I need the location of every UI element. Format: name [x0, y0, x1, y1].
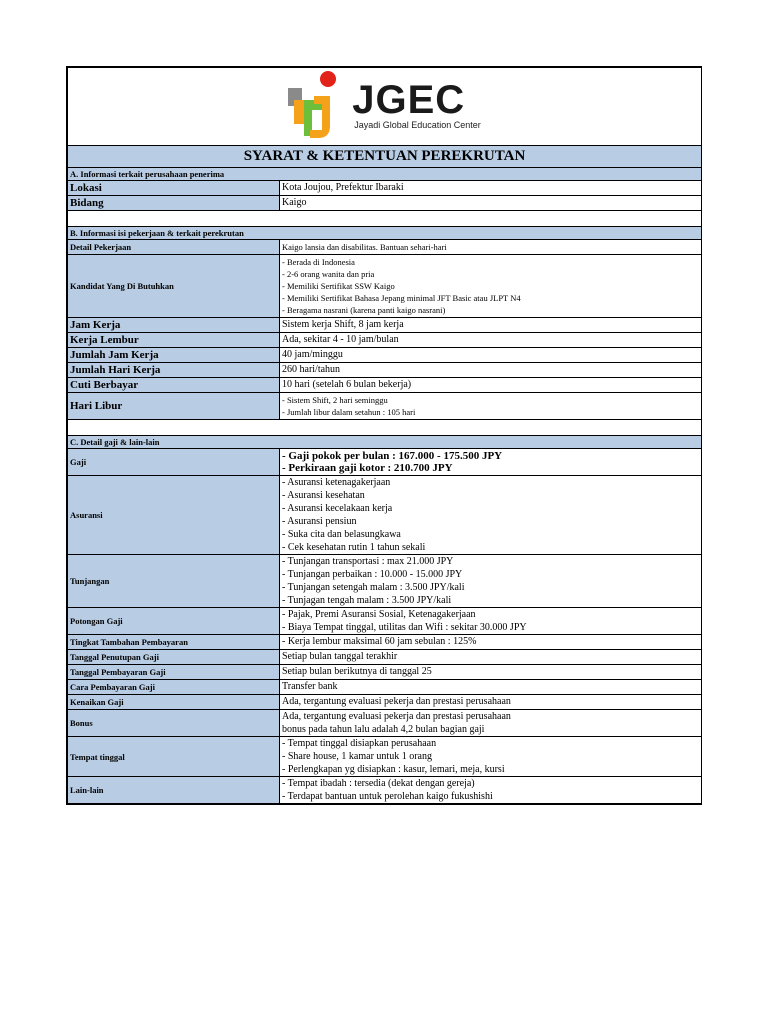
table-row: [68, 333, 702, 348]
row-label: Detail Pekerjaan: [68, 240, 280, 255]
table-row: [68, 650, 702, 665]
section-a-header-row: [68, 168, 702, 181]
row-label: Tempat tinggal: [68, 737, 280, 777]
row-value: 40 jam/minggu: [280, 348, 702, 363]
row-label: Cara Pembayaran Gaji: [68, 680, 280, 695]
row-label: Lokasi: [68, 181, 280, 196]
table-row: [68, 680, 702, 695]
list-item: - Tunjangan setengah malam : 3.500 JPY/kali: [282, 582, 465, 593]
row-value: [280, 710, 702, 737]
spacer-row: [68, 211, 702, 227]
section-c-header: C. Detail gaji & lain-lain: [68, 436, 702, 449]
row-value: [280, 476, 702, 555]
row-label: Gaji: [68, 449, 280, 476]
row-value: Ada, sekitar 4 - 10 jam/bulan: [280, 333, 702, 348]
row-value: Kaigo lansia dan disabilitas. Bantuan sehari-hari: [280, 240, 702, 255]
row-value: [280, 449, 702, 476]
row-value: - Kerja lembur maksimal 60 jam sebulan : 125%: [280, 635, 702, 650]
table-row: [68, 181, 702, 196]
row-label: Tunjangan: [68, 555, 280, 608]
spacer-row: [68, 420, 702, 436]
list-item: - Berada di Indonesia: [282, 257, 355, 267]
row-label: Jumlah Hari Kerja: [68, 363, 280, 378]
list-item: - Share house, 1 kamar untuk 1 orang: [282, 751, 432, 762]
logo-subtitle: Jayadi Global Education Center: [354, 120, 481, 130]
list-item: - Tunjangan transportasi : max 21.000 JPY: [282, 556, 454, 567]
row-label: Kandidat Yang Di Butuhkan: [68, 255, 280, 318]
table-row: [68, 476, 702, 555]
list-item: - Perkiraan gaji kotor : 210.700 JPY: [282, 462, 453, 474]
row-label: Bonus: [68, 710, 280, 737]
row-value: 10 hari (setelah 6 bulan bekerja): [280, 378, 702, 393]
row-label: Lain-lain: [68, 777, 280, 804]
section-c-header-row: [68, 436, 702, 449]
row-label: Kerja Lembur: [68, 333, 280, 348]
list-item: - Asuransi ketenagakerjaan: [282, 477, 391, 488]
row-value: 260 hari/tahun: [280, 363, 702, 378]
table-row: [68, 449, 702, 476]
table-row: [68, 608, 702, 635]
list-item: - Cek kesehatan rutin 1 tahun sekali: [282, 542, 426, 553]
row-label: Tingkat Tambahan Pembayaran: [68, 635, 280, 650]
terms-table: [67, 67, 702, 804]
list-item: - Terdapat bantuan untuk perolehan kaigo fukushishi: [282, 791, 493, 802]
row-label: Jam Kerja: [68, 318, 280, 333]
row-label: Potongan Gaji: [68, 608, 280, 635]
logo-cell: [68, 68, 702, 146]
table-row: [68, 710, 702, 737]
list-item: - Biaya Tempat tinggal, utilitas dan Wifi : sekitar 30.000 JPY: [282, 622, 527, 633]
table-row: [68, 665, 702, 680]
row-label: Asuransi: [68, 476, 280, 555]
table-row: [68, 255, 702, 318]
row-value: Transfer bank: [280, 680, 702, 695]
table-row: [68, 196, 702, 211]
table-row: [68, 695, 702, 710]
section-b-header: B. Informasi isi pekerjaan & terkait perekrutan: [68, 227, 702, 240]
row-value: Sistem kerja Shift, 8 jam kerja: [280, 318, 702, 333]
row-label: Hari Libur: [68, 393, 280, 420]
row-value: Setiap bulan tanggal terakhir: [280, 650, 702, 665]
row-value: Kaigo: [280, 196, 702, 211]
table-row: [68, 318, 702, 333]
row-value: [280, 255, 702, 318]
table-row: [68, 635, 702, 650]
list-item: - Tempat ibadah : tersedia (dekat dengan gereja): [282, 778, 475, 789]
list-item: - Memiliki Sertifikat Bahasa Jepang minimal JFT Basic atau JLPT N4: [282, 293, 521, 303]
row-value: [280, 393, 702, 420]
list-item: - Suka cita dan belasungkawa: [282, 529, 401, 540]
recruitment-sheet: [66, 66, 702, 805]
section-a-header: A. Informasi terkait perusahaan penerima: [68, 168, 702, 181]
jgec-logo-mark-icon: [288, 70, 346, 140]
page-title: SYARAT & KETENTUAN PEREKRUTAN: [68, 146, 702, 168]
row-value: [280, 737, 702, 777]
jgec-logo: [288, 70, 481, 140]
list-item: - Gaji pokok per bulan : 167.000 - 175.500 JPY: [282, 449, 503, 462]
table-row: [68, 393, 702, 420]
list-item: - Pajak, Premi Asuransi Sosial, Ketenagakerjaan: [282, 609, 476, 620]
row-value: Kota Joujou, Prefektur Ibaraki: [280, 181, 702, 196]
table-row: [68, 348, 702, 363]
table-row: [68, 363, 702, 378]
list-item: - Beragama nasrani (karena panti kaigo nasrani): [282, 305, 446, 315]
list-item: - Memiliki Sertifikat SSW Kaigo: [282, 281, 395, 291]
list-item: - Asuransi kesehatan: [282, 490, 365, 501]
row-label: Cuti Berbayar: [68, 378, 280, 393]
row-value: Setiap bulan berikutnya di tanggal 25: [280, 665, 702, 680]
row-label: Tanggal Pembayaran Gaji: [68, 665, 280, 680]
list-item: - Asuransi pensiun: [282, 516, 357, 527]
row-label: Tanggal Penutupan Gaji: [68, 650, 280, 665]
table-row: [68, 555, 702, 608]
list-item: - Sistem Shift, 2 hari seminggu: [282, 395, 388, 405]
row-label: Bidang: [68, 196, 280, 211]
row-value: Ada, tergantung evaluasi pekerja dan prestasi perusahaan: [280, 695, 702, 710]
section-b-header-row: [68, 227, 702, 240]
list-item: - Perlengkapan yg disiapkan : kasur, lemari, meja, kursi: [282, 764, 505, 775]
table-row: [68, 777, 702, 804]
list-item: - 2-6 orang wanita dan pria: [282, 269, 375, 279]
list-item: - Tunjangan perbaikan : 10.000 - 15.000 JPY: [282, 569, 463, 580]
list-item: - Tempat tinggal disiapkan perusahaan: [282, 738, 437, 749]
row-value: [280, 555, 702, 608]
logo-wordmark: JGEC: [352, 78, 466, 122]
list-item: - Tunjagan tengah malam : 3.500 JPY/kali: [282, 595, 452, 606]
list-item: - Asuransi kecelakaan kerja: [282, 503, 393, 514]
list-item: Ada, tergantung evaluasi pekerja dan prestasi perusahaan: [282, 711, 511, 722]
table-row: [68, 378, 702, 393]
list-item: - Jumlah libur dalam setahun : 105 hari: [282, 407, 416, 417]
row-label: Jumlah Jam Kerja: [68, 348, 280, 363]
title-row: [68, 146, 702, 168]
table-row: [68, 737, 702, 777]
table-row: [68, 240, 702, 255]
row-value: [280, 608, 702, 635]
list-item: bonus pada tahun lalu adalah 4,2 bulan bagian gaji: [282, 724, 485, 735]
row-value: [280, 777, 702, 804]
row-label: Kenaikan Gaji: [68, 695, 280, 710]
logo-row: [68, 68, 702, 146]
